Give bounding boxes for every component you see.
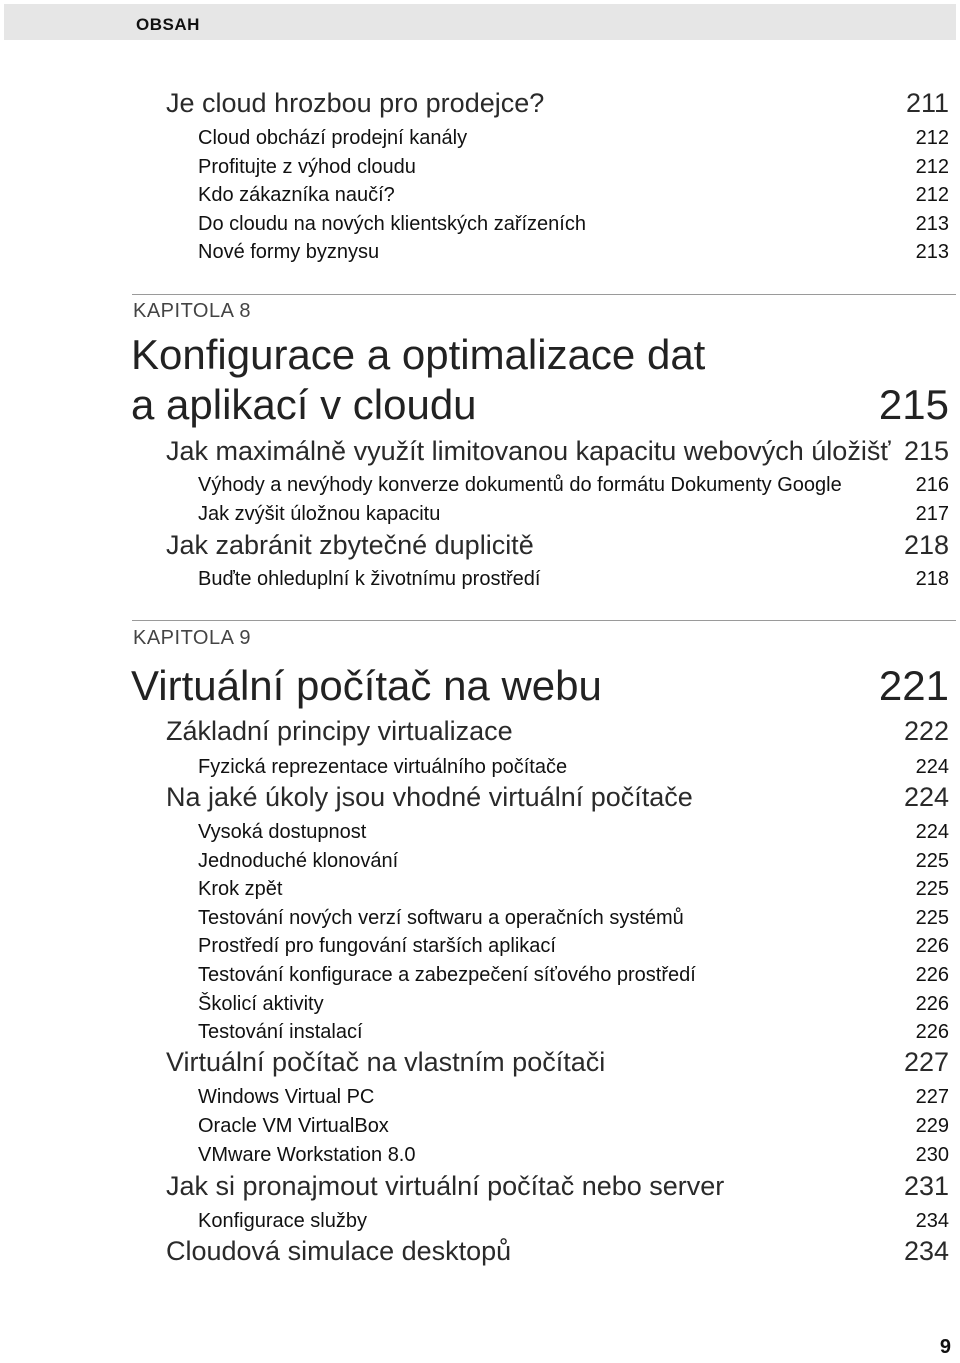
toc-entry-page: 224 [903, 782, 949, 812]
toc-entry[interactable] [0, 1021, 960, 1047]
toc-entry-page: 218 [903, 530, 949, 560]
toc-entry-page: 211 [905, 88, 949, 118]
chapter-label: KAPITOLA 9 [133, 627, 252, 649]
toc-entry-page: 222 [903, 716, 949, 746]
toc-entry-title: Na jaké úkoly jsou vhodné virtuální počítače [166, 782, 693, 812]
toc-entry[interactable] [0, 1047, 960, 1081]
toc-entry-page: 225 [915, 907, 949, 929]
toc-entry-title: Testování nových verzí softwaru a operačních systémů [198, 907, 684, 929]
toc-entry[interactable] [0, 503, 960, 529]
toc-entry[interactable] [0, 1210, 960, 1236]
toc-entry-title: Prostředí pro fungování starších aplikací [198, 935, 556, 957]
toc-entry-page: 226 [915, 1021, 949, 1043]
toc-entry-page: 216 [915, 474, 949, 496]
toc-entry-page: 226 [915, 935, 949, 957]
toc-entry-page: 213 [915, 213, 949, 235]
toc-entry[interactable] [0, 782, 960, 816]
toc-entry-title: VMware Workstation 8.0 [198, 1144, 416, 1166]
section-title: OBSAH [136, 15, 200, 34]
toc-entry-page: 224 [915, 756, 949, 778]
toc-entry-page: 212 [915, 184, 949, 206]
toc-entry-title: Cloudová simulace desktopů [166, 1236, 512, 1266]
toc-entry-page: 234 [915, 1210, 949, 1232]
toc-entry[interactable] [0, 474, 960, 500]
toc-entry-page: 227 [915, 1086, 949, 1108]
toc-entry[interactable] [0, 156, 960, 182]
toc-entry-title: Jak maximálně využít limitovanou kapacitu webových úložišť [166, 436, 891, 466]
toc-entry[interactable] [0, 1236, 960, 1270]
toc-entry[interactable] [0, 716, 960, 750]
toc-entry-title: Kdo zákazníka naučí? [198, 184, 395, 206]
toc-entry[interactable] [0, 127, 960, 153]
toc-entry-page: 225 [915, 878, 949, 900]
toc-entry-page: 226 [915, 993, 949, 1015]
toc-entry[interactable] [0, 1086, 960, 1112]
toc-entry-page: 212 [915, 156, 949, 178]
toc-entry[interactable] [0, 935, 960, 961]
toc-entry[interactable] [0, 241, 960, 267]
toc-entry-title: Testování instalací [198, 1021, 363, 1043]
toc-entry-title: Jak zvýšit úložnou kapacitu [198, 503, 441, 525]
toc-entry[interactable] [0, 1115, 960, 1141]
toc-entry-page: 213 [915, 241, 949, 263]
toc-entry[interactable] [0, 1144, 960, 1170]
chapter-title[interactable]: Konfigurace a optimalizace dat [131, 331, 706, 378]
toc-entry-title: Jak si pronajmout virtuální počítač nebo server [166, 1171, 725, 1201]
toc-entry-page: 226 [915, 964, 949, 986]
chapter-page: 215 [878, 381, 949, 428]
toc-entry[interactable] [0, 821, 960, 847]
toc-entry[interactable] [0, 993, 960, 1019]
toc-entry-title: Do cloudu na nových klientských zařízeních [198, 213, 586, 235]
chapter-divider [132, 620, 956, 621]
toc-entry-page: 229 [915, 1115, 949, 1137]
toc-entry[interactable] [0, 213, 960, 239]
toc-entry-title: Výhody a nevýhody konverze dokumentů do formátu Dokumenty Google [198, 474, 842, 496]
chapter-title[interactable]: Virtuální počítač na webu [131, 662, 602, 709]
toc-entry[interactable] [0, 850, 960, 876]
toc-entry-title: Oracle VM VirtualBox [198, 1115, 389, 1137]
toc-entry-page: 225 [915, 850, 949, 872]
header-bar [4, 4, 956, 40]
toc-entry[interactable] [0, 756, 960, 782]
toc-entry-title: Virtuální počítač na vlastním počítači [166, 1047, 606, 1077]
toc-entry-title: Vysoká dostupnost [198, 821, 367, 843]
toc-entry-title: Buďte ohleduplní k životnímu prostředí [198, 568, 541, 590]
chapter-title-line2[interactable]: a aplikací v cloudu [131, 381, 477, 428]
toc-entry-title: Konfigurace služby [198, 1210, 367, 1232]
toc-entry-title: Nové formy byznysu [198, 241, 380, 263]
chapter-label: KAPITOLA 8 [133, 300, 252, 322]
toc-entry-title: Jak zabránit zbytečné duplicitě [166, 530, 534, 560]
toc-entry-title: Profitujte z výhod cloudu [198, 156, 416, 178]
toc-entry[interactable] [0, 907, 960, 933]
toc-entry-page: 218 [915, 568, 949, 590]
toc-entry[interactable] [0, 88, 960, 122]
toc-entry-page: 212 [915, 127, 949, 149]
toc-entry-page: 224 [915, 821, 949, 843]
toc-entry-title: Fyzická reprezentace virtuálního počítače [198, 756, 568, 778]
toc-entry-title: Školicí aktivity [198, 993, 324, 1015]
page-number: 9 [939, 1336, 951, 1358]
toc-entry-page: 217 [915, 503, 949, 525]
toc-entry[interactable] [0, 1171, 960, 1205]
chapter-divider [132, 294, 956, 295]
toc-entry-title: Je cloud hrozbou pro prodejce? [166, 88, 545, 118]
toc-entry-page: 231 [903, 1171, 949, 1201]
toc-entry[interactable] [0, 184, 960, 210]
toc-entry-title: Cloud obchází prodejní kanály [198, 127, 468, 149]
toc-entry[interactable] [0, 878, 960, 904]
toc-entry[interactable] [0, 964, 960, 990]
toc-entry-title: Krok zpět [198, 878, 283, 900]
toc-entry-page: 234 [903, 1236, 949, 1266]
chapter-page: 221 [878, 662, 949, 709]
toc-entry[interactable] [0, 568, 960, 594]
toc-entry-title: Windows Virtual PC [198, 1086, 375, 1108]
toc-entry-page: 227 [903, 1047, 949, 1077]
toc-entry[interactable] [0, 436, 960, 470]
toc-entry-page: 215 [903, 436, 949, 466]
toc-entry-page: 230 [915, 1144, 949, 1166]
toc-entry-title: Jednoduché klonování [198, 850, 399, 872]
toc-entry-title: Testování konfigurace a zabezpečení síťového prostředí [198, 964, 696, 986]
toc-entry-title: Základní principy virtualizace [166, 716, 513, 746]
toc-entry[interactable] [0, 530, 960, 564]
